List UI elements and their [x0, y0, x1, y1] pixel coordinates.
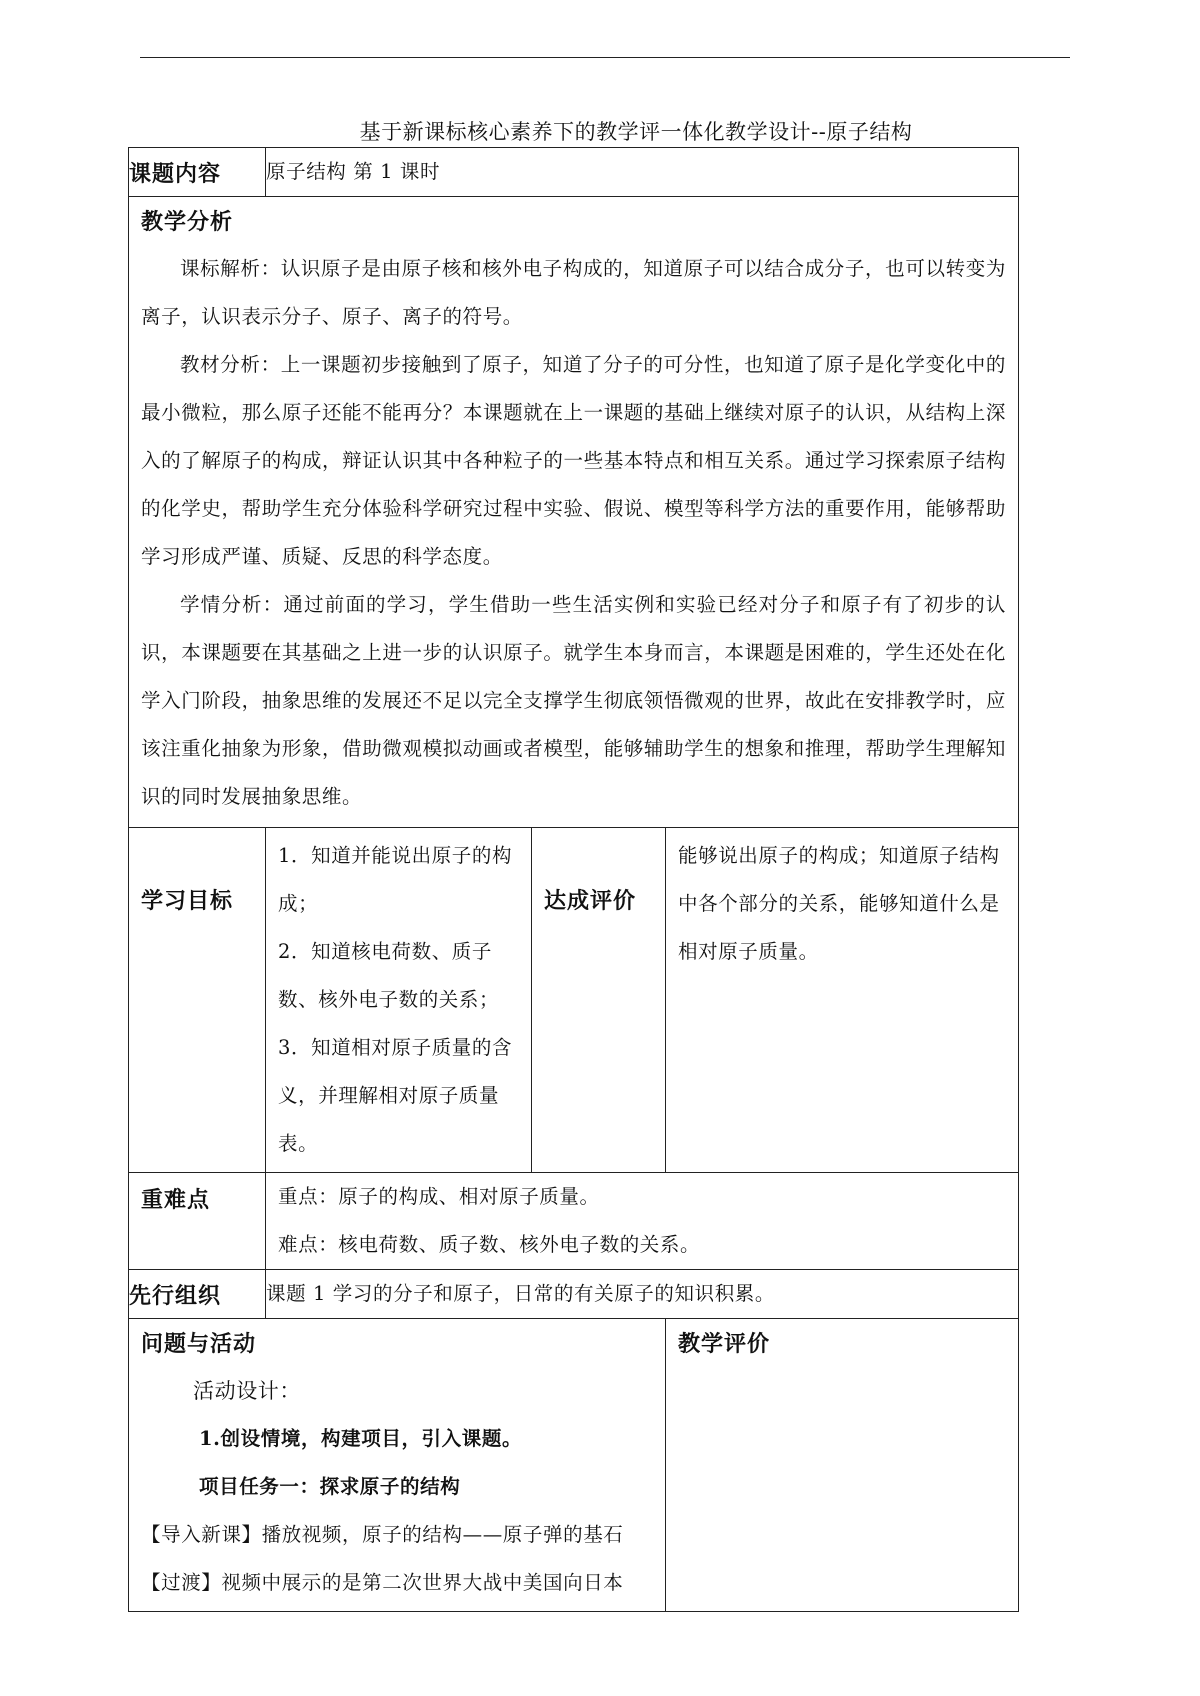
header-rule: [140, 57, 1070, 58]
document-title: 基于新课标核心素养下的教学评一体化教学设计--原子结构: [359, 120, 913, 144]
evaluation-label-cell: [532, 828, 666, 1173]
activities-cell: [129, 1319, 666, 1612]
row-analysis: [129, 197, 1019, 828]
topic-label: 课题内容: [129, 161, 222, 187]
activity-step-1: 1.创设情境，构建项目，引入课题。: [199, 1427, 523, 1450]
activity-design-label: 活动设计：: [193, 1379, 301, 1403]
topic-value-cell: [266, 148, 1019, 197]
objectives-label-cell: [129, 828, 266, 1173]
objective-item-1: 1．知道并能说出原子的构成；: [278, 844, 513, 915]
key-points-label: 重难点: [141, 1188, 211, 1213]
teaching-evaluation-cell: [666, 1319, 1019, 1612]
topic-label-cell: [129, 148, 266, 197]
lesson-plan-table: [128, 147, 1019, 1612]
key-points-label-cell: [129, 1173, 266, 1270]
row-activities: [129, 1319, 1019, 1612]
prior-label-cell: [129, 1270, 266, 1319]
row-topic: [129, 148, 1019, 197]
prior-value: 课题 1 学习的分子和原子，日常的有关原子的知识积累。: [266, 1282, 776, 1305]
analysis-cell: [129, 197, 1019, 828]
analysis-paragraph-students: 学情分析：通过前面的学习，学生借助一些生活实例和实验已经对分子和原子有了初步的认识，本课题要在其基础之上进一步的认识原子。就学生本身而言，本课题是困难的，学生还处在化学入门阶段，抽象思维的发展还不足以完全支撑学生彻底领悟微观的世界，故此在安排教学时，应该注重化抽象为形象，借助微观模拟动画或者模型，能够辅助学生的想象和推理，帮助学生理解知识的同时发展抽象思维。: [141, 593, 1007, 808]
teaching-evaluation-heading: 教学评价: [678, 1332, 771, 1357]
key-points-cell: [266, 1173, 1019, 1270]
intro-new-lesson: 【导入新课】播放视频，原子的结构——原子弹的基石: [141, 1523, 624, 1546]
objective-item-2: 2．知道核电荷数、质子数、核外电子数的关系；: [278, 940, 500, 1011]
key-point: 重点：原子的构成、相对原子质量。: [278, 1185, 600, 1208]
evaluation-label: 达成评价: [544, 889, 637, 914]
row-key-points: [129, 1173, 1019, 1270]
row-prior: [129, 1270, 1019, 1319]
objectives-label: 学习目标: [141, 889, 234, 914]
evaluation-text: 能够说出原子的构成；知道原子结构中各个部分的关系，能够知道什么是相对原子质量。: [678, 844, 1000, 963]
activities-heading: 问题与活动: [141, 1332, 257, 1357]
difficult-point: 难点：核电荷数、质子数、核外电子数的关系。: [278, 1233, 701, 1256]
analysis-heading: 教学分析: [141, 210, 234, 235]
analysis-paragraph-curriculum: 课标解析：认识原子是由原子核和核外电子构成的，知道原子可以结合成分子，也可以转变为离子，认识表示分子、原子、离子的符号。: [141, 257, 1007, 328]
topic-value: 原子结构 第 1 课时: [266, 160, 441, 183]
objectives-list-cell: [266, 828, 532, 1173]
evaluation-text-cell: [666, 828, 1019, 1173]
prior-value-cell: [266, 1270, 1019, 1319]
project-task-1: 项目任务一：探求原子的结构: [199, 1475, 461, 1498]
prior-label: 先行组织: [129, 1283, 222, 1309]
analysis-paragraph-textbook: 教材分析：上一课题初步接触到了原子，知道了分子的可分性，也知道了原子是化学变化中的最小微粒，那么原子还能不能再分？本课题就在上一课题的基础上继续对原子的认识，从结构上深入的了解原子的构成，辩证认识其中各种粒子的一些基本特点和相互关系。通过学习探索原子结构的化学史，帮助学生充分体验科学研究过程中实验、假说、模型等科学方法的重要作用，能够帮助学习形成严谨、质疑、反思的科学态度。: [141, 353, 1007, 568]
row-objectives: [129, 828, 1019, 1173]
objective-item-3: 3．知道相对原子质量的含义，并理解相对原子质量表。: [278, 1036, 513, 1155]
transition-text: 【过渡】视频中展示的是第二次世界大战中美国向日本: [141, 1571, 624, 1594]
